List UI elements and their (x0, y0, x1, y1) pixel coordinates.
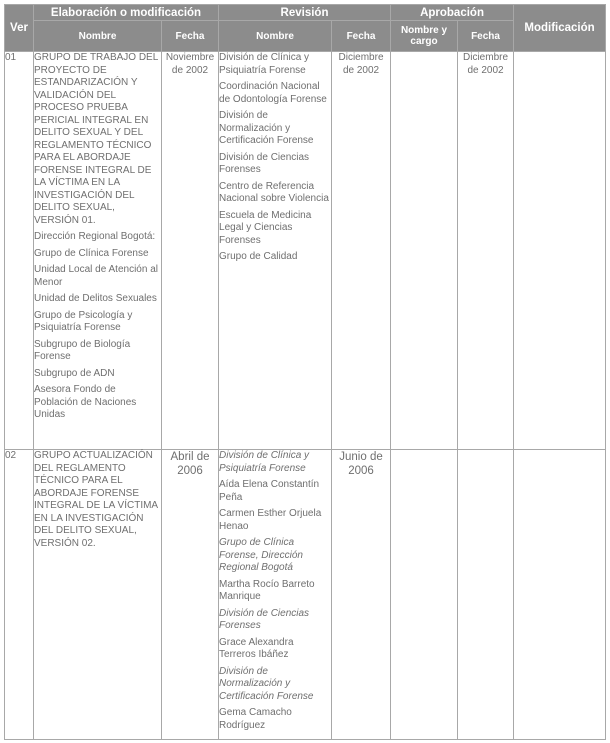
revision-item: Aída Elena Constantín Peña (219, 479, 320, 503)
revision-nombre-cell (219, 450, 332, 740)
revision-item: Grupo de Clínica Forense, Dirección Regional Bogotá (219, 537, 303, 573)
elaboracion-item: GRUPO ACTUALIZACIÓN DEL REGLAMENTO TÉCNICO PARA EL ABORDAJE FORENSE INTEGRAL DE LA VÍCTIMA EN LA INVESTIGACIÓN DEL DELITO SEXUAL, VERSIÓN 02. (34, 450, 158, 549)
table-row (5, 52, 606, 450)
header-ver: Ver (5, 5, 34, 52)
revision-item: División de Ciencias Forenses (219, 607, 310, 631)
aprobacion-nombre-cell (391, 52, 458, 450)
revision-item: Grace Alexandra Terreros Ibáñez (219, 636, 294, 660)
header-modificacion: Modificación (514, 5, 606, 52)
subheader-elaboracion-fecha: Fecha (162, 21, 219, 52)
elaboracion-item: Dirección Regional Bogotá: (34, 231, 156, 242)
revision-item: Carmen Esther Orjuela Henao (219, 508, 322, 532)
revision-nombre-cell (219, 52, 332, 450)
elaboracion-item: GRUPO DE TRABAJO DEL PROYECTO DE ESTANDARIZACIÓN Y VALIDACIÓN DEL PROCESO PRUEBA PERICIAL INTEGRAL EN DELITO SEXUAL Y DEL REGLAMENTO TÉCNICO PARA EL ABORDAJE FORENSE INTEGRAL DE LA VÍCTIMA EN LA INVESTIGACIÓN DEL DELITO SEXUAL, VERSIÓN 01. (34, 52, 158, 226)
version-control-table (4, 4, 606, 740)
revision-item: División de Clínica y Psiquiatría Forense (219, 52, 310, 76)
revision-fecha-cell: Junio de 2006 (332, 450, 391, 740)
modificacion-cell (514, 450, 606, 740)
revision-item: Escuela de Medicina Legal y Ciencias Forenses (219, 209, 312, 246)
subheader-revision-nombre: Nombre (219, 21, 332, 52)
elaboracion-fecha-cell: Noviembre de 2002 (162, 52, 219, 450)
subheader-aprobacion-fecha: Fecha (458, 21, 514, 52)
revision-item: División de Normalización y Certificación Forense (219, 110, 314, 146)
revision-item: Centro de Referencia Nacional sobre Violencia (219, 180, 329, 204)
revision-fecha-cell: Diciembre de 2002 (332, 52, 391, 450)
aprobacion-fecha-cell (458, 450, 514, 740)
elaboracion-nombre-cell (34, 52, 162, 450)
elaboracion-item: Unidad de Delitos Sexuales (34, 293, 157, 304)
revision-item: División de Clínica y Psiquiatría Forense (219, 450, 310, 474)
table-row (5, 450, 606, 740)
modificacion-cell (514, 52, 606, 450)
row-version: 01 (5, 52, 34, 450)
aprobacion-fecha-cell: Diciembre de 2002 (458, 52, 514, 450)
revision-item: Coordinación Nacional de Odontología Forense (219, 81, 327, 105)
revision-item: Grupo de Calidad (219, 251, 298, 262)
elaboracion-item: Grupo de Clínica Forense (34, 247, 149, 259)
elaboracion-fecha-cell: Abril de 2006 (162, 450, 219, 740)
subheader-revision-fecha: Fecha (332, 21, 391, 52)
subheader-elaboracion-nombre: Nombre (34, 21, 162, 52)
header-aprobacion: Aprobación (391, 5, 514, 21)
elaboracion-item: Unidad Local de Atención al Menor (34, 264, 158, 288)
revision-item: Gema Camacho Rodríguez (219, 707, 292, 731)
subheader-aprobacion-nombre: Nombre y cargo (391, 21, 458, 52)
elaboracion-item: Subgrupo de ADN (34, 367, 115, 379)
elaboracion-nombre-cell (34, 450, 162, 740)
elaboracion-item: Grupo de Psicología y Psiquiatría Forense (34, 309, 133, 333)
header-elaboracion: Elaboración o modificación (34, 5, 219, 21)
elaboracion-item: Asesora Fondo de Población de Naciones Unidas (34, 384, 137, 420)
revision-item: División de Normalización y Certificación Forense (219, 665, 314, 702)
header-revision: Revisión (219, 5, 391, 21)
aprobacion-nombre-cell (391, 450, 458, 740)
elaboracion-item: Subgrupo de Biología Forense (34, 338, 131, 362)
revision-item: División de Ciencias Forenses (219, 151, 310, 175)
revision-item: Martha Rocío Barreto Manrique (219, 578, 315, 602)
row-version: 02 (5, 450, 34, 740)
